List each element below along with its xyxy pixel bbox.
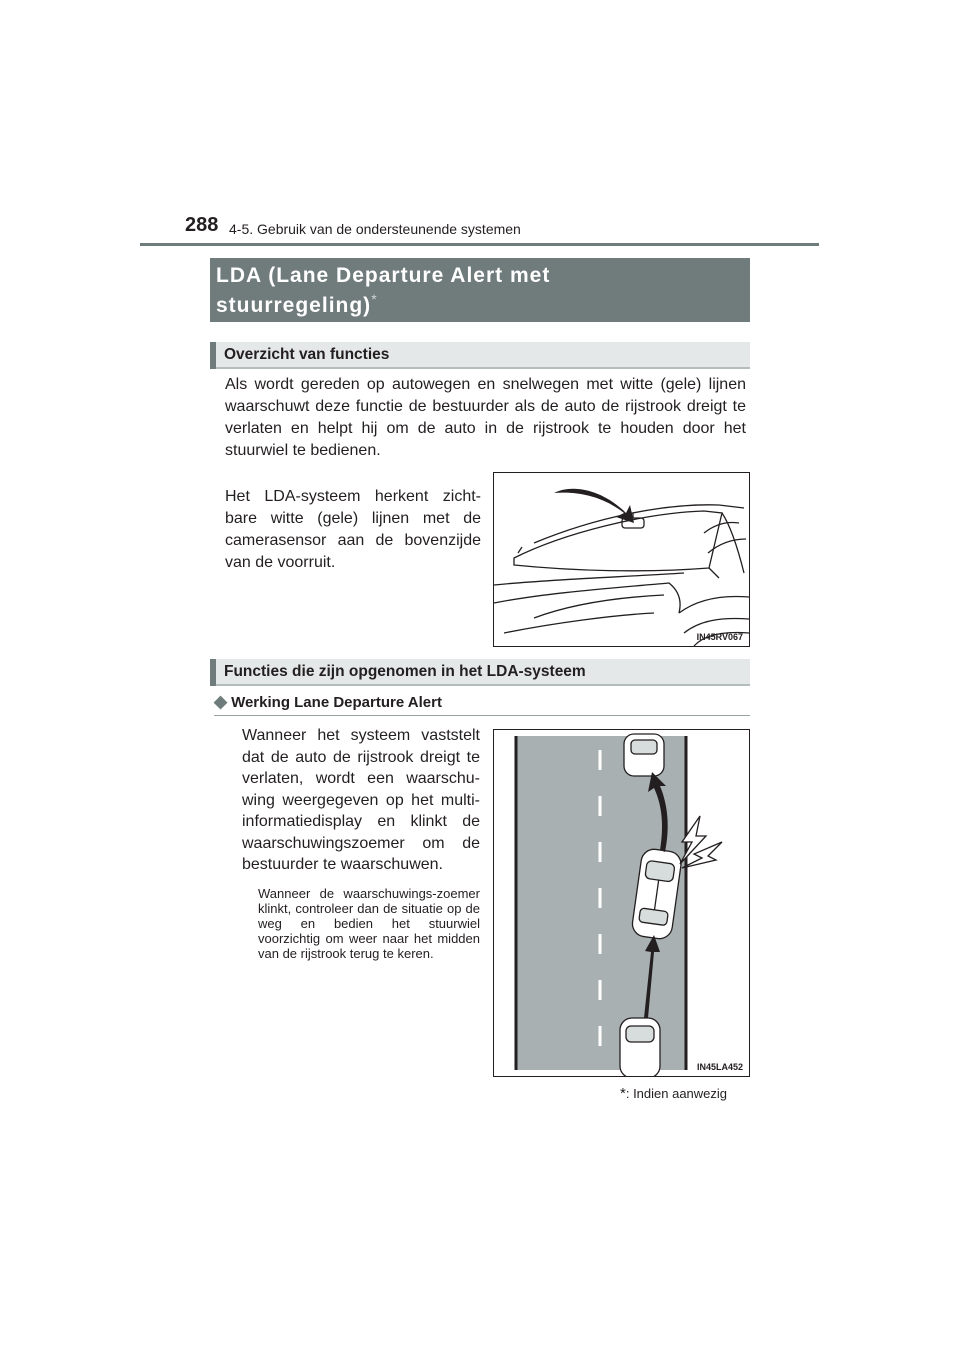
overview-paragraph: Als wordt gereden op autowegen en snelwegen met witte (gele) lijnen waarschuwt deze functie de bestuurder als de auto de rijstrook dreigt te verlaten en helpt hij om de auto in de rijstrook te houden door het stuurwiel te bedienen. [225, 376, 746, 459]
section-title [210, 258, 750, 322]
functions-heading [210, 659, 750, 686]
footnote [620, 1085, 727, 1102]
subsection-rule [214, 715, 750, 716]
overview-heading-text: Overzicht van functies [224, 346, 390, 363]
section-title-line1: LDA (Lane Departure Alert met [216, 264, 551, 287]
heading-accent-bar [210, 342, 216, 369]
section-title-line2 [216, 291, 378, 318]
windshield-illustration [494, 473, 749, 646]
footnote-text: : Indien aanwezig [625, 1086, 728, 1101]
optional-marker: * [371, 291, 378, 307]
arrow-icon [554, 489, 634, 523]
warning-note: Wanneer de waarschuwings-zoemer klinkt, controleer dan de situatie op de weg en bedien het stuurwiel voorzichtig om weer naar het midden van de rijstrook terug te keren. [258, 886, 480, 961]
header-rule [140, 243, 819, 246]
car-icon [620, 1018, 660, 1076]
figure-code: IN45RV067 [696, 632, 743, 642]
lane-departure-figure [493, 729, 750, 1077]
lane-departure-illustration [494, 730, 749, 1076]
windshield-camera-figure [493, 472, 750, 647]
subsection-title [214, 692, 442, 712]
camera-paragraph: Het LDA-systeem herkent zicht-bare witte (gele) lijnen met de camerasensor aan de bovenzijde van de voorruit. [225, 488, 481, 571]
warning-paragraph: Wanneer het systeem vaststelt dat de auto de rijstrook dreigt te verlaten, wordt een waarschu-wing weergegeven op het multi-informatiedisplay en klinkt de waarschuwingszoemer om de bestuurder te waarschuwen. [242, 727, 480, 873]
running-header: 4-5. Gebruik van de ondersteunende systemen [229, 221, 521, 237]
car-icon [624, 734, 664, 776]
functions-heading-text: Functies die zijn opgenomen in het LDA-systeem [224, 663, 586, 680]
footnote-marker: * [620, 1085, 626, 1102]
figure-code: IN45LA452 [696, 1062, 743, 1072]
page-number: 288 [185, 214, 219, 236]
subsection-title-text: Werking Lane Departure Alert [231, 694, 442, 711]
heading-accent-bar [210, 659, 216, 686]
diamond-icon: ◆ [214, 692, 228, 711]
section-title-line2-text: stuurregeling) [216, 294, 372, 317]
overview-heading [210, 342, 750, 369]
